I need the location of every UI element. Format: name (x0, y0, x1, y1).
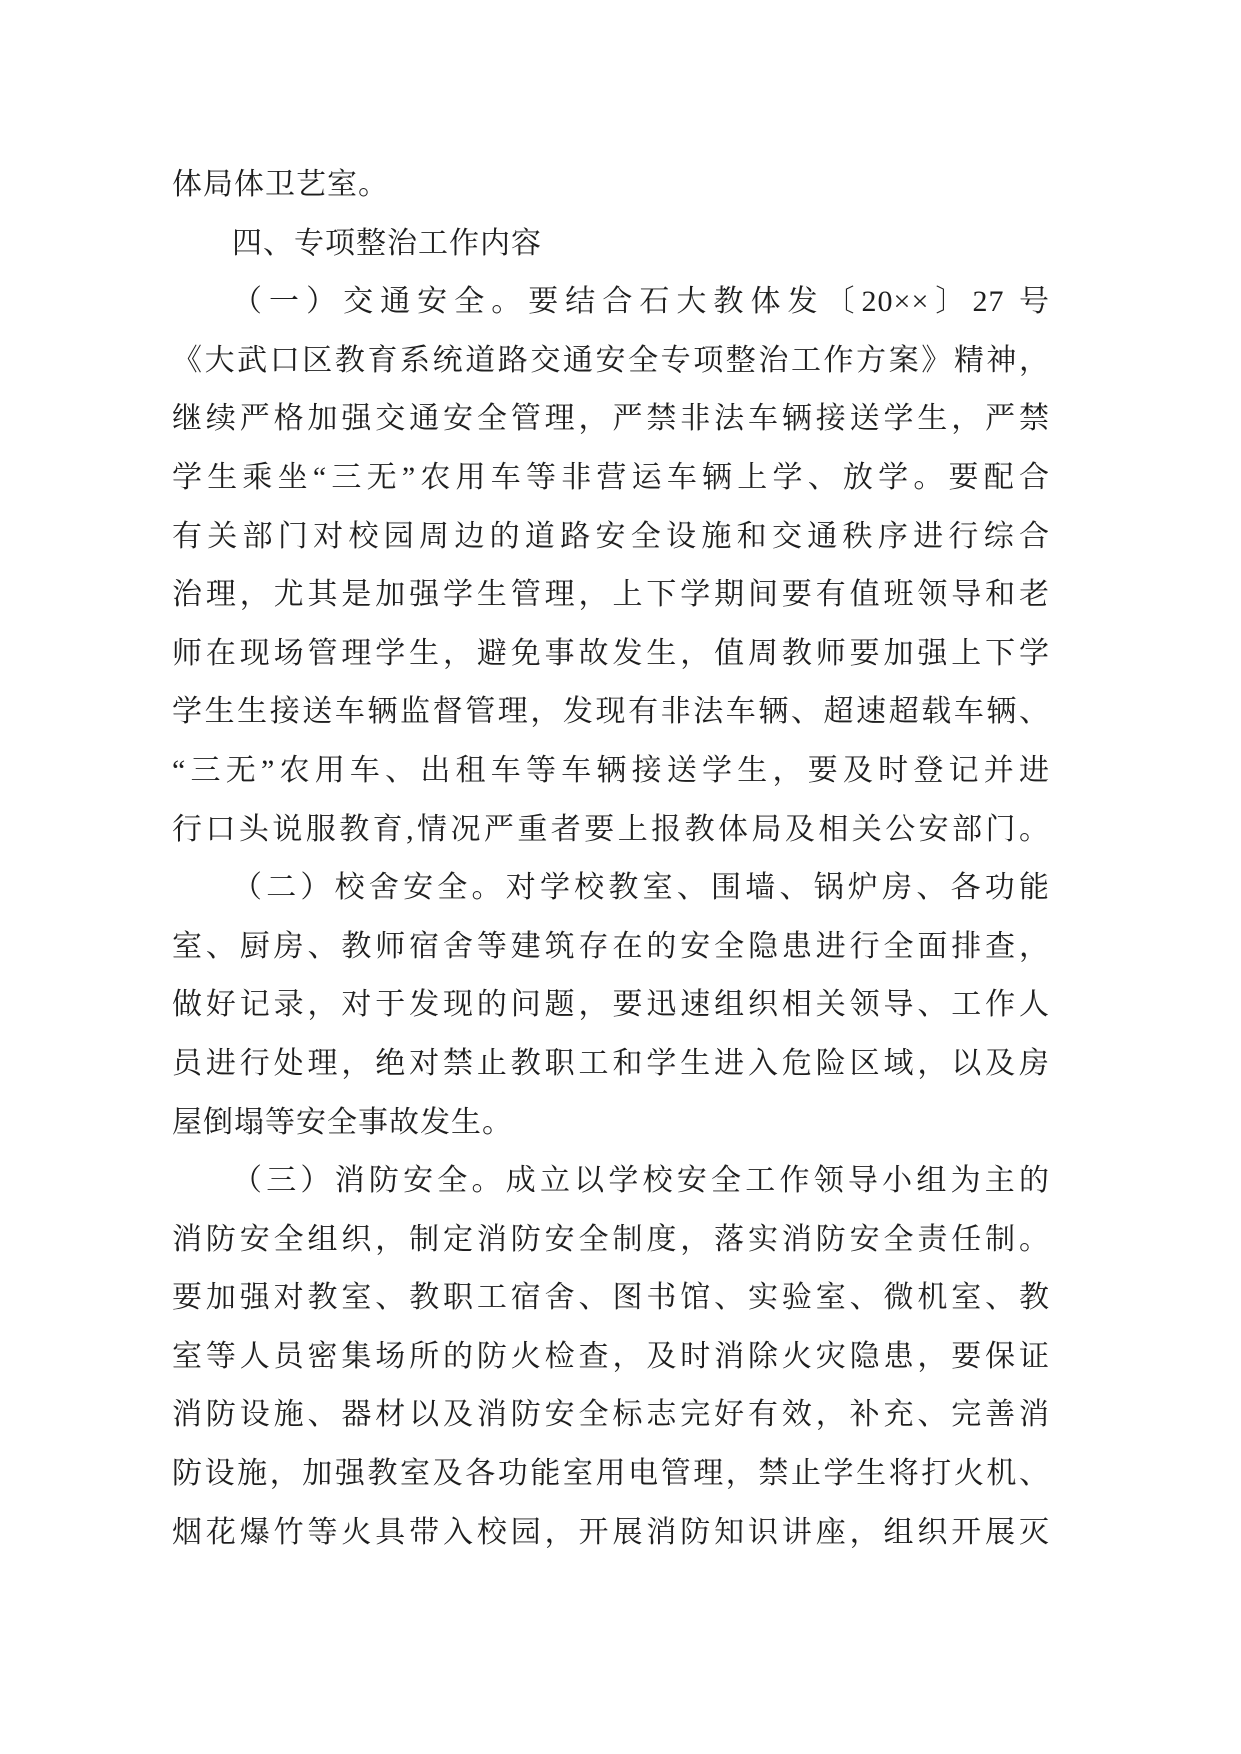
text-line: 《大武口区教育系统道路交通安全专项整治工作方案》精神， (172, 343, 1050, 377)
text-line: 烟花爆竹等火具带入校园，开展消防知识讲座，组织开展灭 (172, 1515, 1050, 1549)
text-line: 做好记录，对于发现的问题，要迅速组织相关领导、工作人 (172, 988, 1050, 1022)
text-line: 员进行处理，绝对禁止教职工和学生进入危险区域，以及房 (172, 1046, 1050, 1080)
text-line: （二）校舍安全。对学校教室、围墙、锅炉房、各功能 (232, 871, 1050, 905)
text-line: 行口头说服教育,情况严重者要上报教体局及相关公安部门。 (172, 812, 1050, 846)
text-line: 室等人员密集场所的防火检查，及时消除火灾隐患，要保证 (172, 1339, 1050, 1373)
text-line: 有关部门对校园周边的道路安全设施和交通秩序进行综合 (172, 519, 1050, 553)
text-line: （一）交通安全。要结合石大教体发〔20××〕27 号 (232, 285, 1050, 319)
text-line: 师在现场管理学生，避免事故发生，值周教师要加强上下学 (172, 636, 1050, 670)
text-line: 防设施，加强教室及各功能室用电管理，禁止学生将打火机、 (172, 1457, 1050, 1491)
paragraph-continuation (172, 156, 1050, 215)
text-line: （三）消防安全。成立以学校安全工作领导小组为主的 (232, 1164, 1050, 1198)
text-line: 消防设施、器材以及消防安全标志完好有效，补充、完善消 (172, 1398, 1050, 1432)
text-line: 屋倒塌等安全事故发生。 (172, 1105, 513, 1139)
paragraph-traffic-safety (172, 273, 1050, 859)
text-line: 消防安全组织，制定消防安全制度，落实消防安全责任制。 (172, 1222, 1050, 1256)
text-line: 继续严格加强交通安全管理，严禁非法车辆接送学生，严禁 (172, 402, 1050, 436)
document-body (172, 156, 1050, 1562)
text-line: 要加强对教室、教职工宿舍、图书馆、实验室、微机室、教 (172, 1281, 1050, 1315)
text-line: 体局体卫艺室。 (172, 168, 389, 201)
paragraph-fire-safety (172, 1152, 1050, 1562)
text-line: “三无”农用车、出租车等车辆接送学生，要及时登记并进 (172, 753, 1050, 787)
text-line: 治理，尤其是加强学生管理，上下学期间要有值班领导和老 (172, 578, 1050, 612)
text-line: 室、厨房、教师宿舍等建筑存在的安全隐患进行全面排查， (172, 929, 1050, 963)
text-line: 学生生接送车辆监督管理，发现有非法车辆、超速超载车辆、 (172, 695, 1050, 729)
section-heading-text: 四、专项整治工作内容 (232, 226, 542, 260)
text-line: 学生乘坐“三无”农用车等非营运车辆上学、放学。要配合 (172, 460, 1050, 494)
section-heading (172, 215, 1050, 274)
paragraph-building-safety (172, 859, 1050, 1152)
